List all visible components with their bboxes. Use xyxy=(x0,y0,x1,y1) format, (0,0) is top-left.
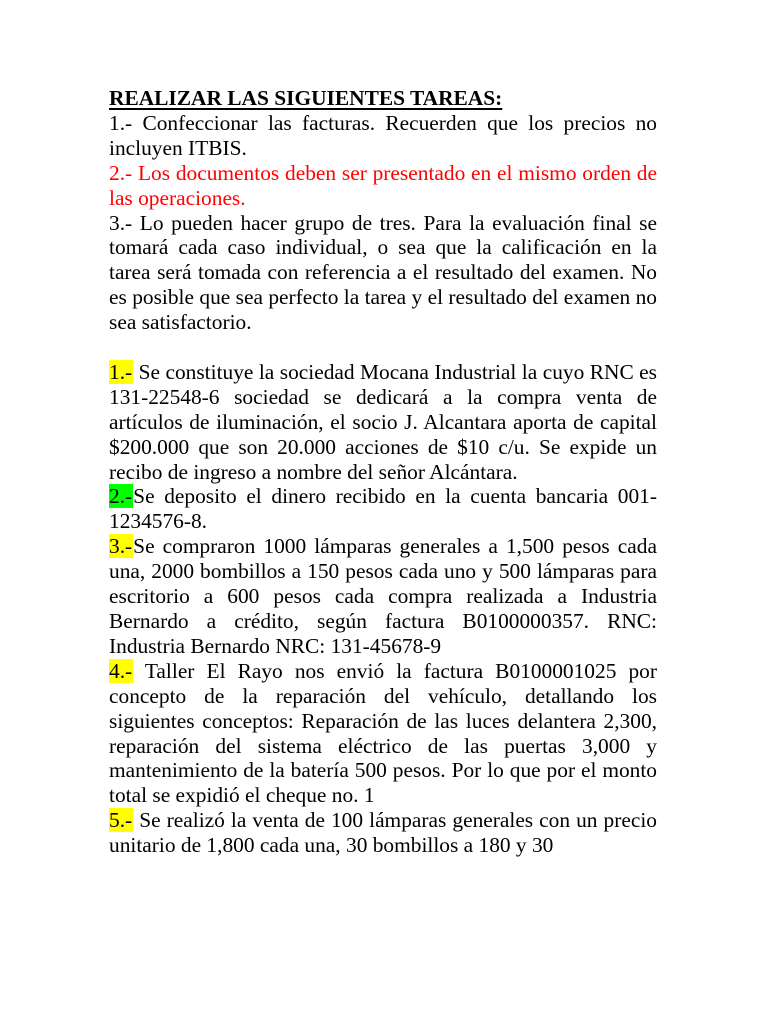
task-text-1: Se constituye la sociedad Mocana Industrial la cuyo RNC es 131-22548-6 sociedad se dedicará a la compra venta de artículos de iluminación, el socio J. Alcantara aporta de capital $200.000 que son 20.000 acciones de $10 c/u. Se expide un recibo de ingreso a nombre del señor Alcántara. xyxy=(109,359,657,484)
instruction-3: 3.- Lo pueden hacer grupo de tres. Para la evaluación final se tomará cada caso individual, o sea que la calificación en la tarea será tomada con referencia a el resultado del examen. No es posible que sea perfecto la tarea y el resultado del examen no sea satisfactorio. xyxy=(109,210,657,335)
task-text-3: Se compraron 1000 lámparas generales a 1,500 pesos cada una, 2000 bombillos a 150 pesos cada uno y 500 lámparas para escritorio a 600 pesos cada compra realizada a Industria Bernardo a crédito, según factura B0100000357. RNC: Industria Bernardo NRC: 131-45678-9 xyxy=(109,534,657,658)
task-1 xyxy=(109,360,657,485)
instruction-2: 2.- Los documentos deben ser presentado en el mismo orden de las operaciones. xyxy=(109,160,657,210)
document-page xyxy=(109,86,657,858)
task-number-4: 4.- xyxy=(109,658,133,683)
task-number-1: 1.- xyxy=(109,359,133,384)
task-text-4: Taller El Rayo nos envió la factura B0100001025 por concepto de la reparación del vehículo, detallando los siguientes conceptos: Reparación de las luces delantera 2,300, reparación del sistema eléctrico de las puertas 3,000 y mantenimiento de la batería 500 pesos. Por lo que por el monto total se expidió el cheque no. 1 xyxy=(109,658,657,808)
task-5 xyxy=(109,808,657,858)
task-text-2: Se deposito el dinero recibido en la cuenta bancaria 001-1234576-8. xyxy=(109,484,657,534)
task-number-3: 3.- xyxy=(109,534,133,559)
task-4 xyxy=(109,659,657,808)
paragraph-spacer xyxy=(109,335,657,360)
task-2 xyxy=(109,484,657,534)
page-title: REALIZAR LAS SIGUIENTES TAREAS: xyxy=(109,86,503,110)
task-number-2: 2.- xyxy=(109,484,133,509)
task-3 xyxy=(109,534,657,659)
task-number-5: 5.- xyxy=(109,808,133,833)
instruction-1: 1.- Confeccionar las facturas. Recuerden que los precios no incluyen ITBIS. xyxy=(109,110,657,160)
task-text-5: Se realizó la venta de 100 lámparas generales con un precio unitario de 1,800 cada una, 30 bombillos a 180 y 30 xyxy=(109,808,657,858)
